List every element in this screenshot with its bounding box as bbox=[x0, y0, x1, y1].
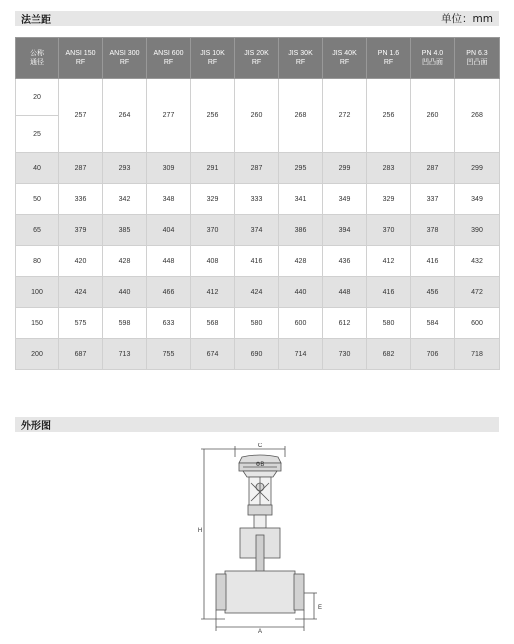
value-cell: 272 bbox=[323, 79, 367, 153]
value-cell: 378 bbox=[411, 215, 455, 246]
header-standard bbox=[147, 38, 191, 79]
value-cell: 333 bbox=[235, 184, 279, 215]
dn-cell: 25 bbox=[16, 116, 59, 153]
value-cell: 472 bbox=[455, 277, 500, 308]
dn-cell: 200 bbox=[16, 339, 59, 370]
header-line: RF bbox=[383, 59, 394, 66]
header-standard bbox=[323, 38, 367, 79]
value-cell: 329 bbox=[191, 184, 235, 215]
value-cell: 690 bbox=[235, 339, 279, 370]
header-line: 凹凸面 bbox=[422, 59, 443, 66]
value-cell: 390 bbox=[455, 215, 500, 246]
table-row bbox=[16, 339, 500, 370]
dn-cell: 40 bbox=[16, 153, 59, 184]
table-row bbox=[16, 153, 500, 184]
value-cell: 416 bbox=[367, 277, 411, 308]
value-cell: 287 bbox=[235, 153, 279, 184]
dimension-a-label: A bbox=[257, 629, 263, 635]
section-header-flange-distance bbox=[15, 11, 499, 26]
value-cell: 714 bbox=[279, 339, 323, 370]
value-cell: 268 bbox=[279, 79, 323, 153]
value-cell: 287 bbox=[411, 153, 455, 184]
value-cell: 600 bbox=[455, 308, 500, 339]
value-cell: 349 bbox=[455, 184, 500, 215]
header-line: JIS 10K bbox=[200, 50, 225, 57]
value-cell: 256 bbox=[191, 79, 235, 153]
header-line: 通径 bbox=[30, 59, 44, 66]
value-cell: 341 bbox=[279, 184, 323, 215]
header-standard bbox=[455, 38, 500, 79]
header-line: ANSI 300 bbox=[109, 50, 140, 57]
value-cell: 448 bbox=[147, 246, 191, 277]
value-cell: 336 bbox=[59, 184, 103, 215]
value-cell: 466 bbox=[147, 277, 191, 308]
value-cell: 420 bbox=[59, 246, 103, 277]
inlet-flange bbox=[216, 574, 226, 610]
value-cell: 287 bbox=[59, 153, 103, 184]
value-cell: 612 bbox=[323, 308, 367, 339]
header-line: JIS 40K bbox=[332, 50, 357, 57]
header-line: PN 6.3 bbox=[466, 50, 488, 57]
value-cell: 329 bbox=[367, 184, 411, 215]
value-cell: 385 bbox=[103, 215, 147, 246]
value-cell: 370 bbox=[367, 215, 411, 246]
value-cell: 598 bbox=[103, 308, 147, 339]
header-standard bbox=[103, 38, 147, 79]
table-body bbox=[16, 79, 500, 370]
value-cell: 682 bbox=[367, 339, 411, 370]
header-standard bbox=[411, 38, 455, 79]
dn-cell: 80 bbox=[16, 246, 59, 277]
value-cell: 424 bbox=[235, 277, 279, 308]
value-cell: 260 bbox=[411, 79, 455, 153]
value-cell: 436 bbox=[323, 246, 367, 277]
value-cell: 633 bbox=[147, 308, 191, 339]
value-cell: 299 bbox=[323, 153, 367, 184]
dimension-phi-b-label: ΦB bbox=[255, 462, 265, 468]
value-cell: 755 bbox=[147, 339, 191, 370]
header-standard bbox=[279, 38, 323, 79]
value-cell: 432 bbox=[455, 246, 500, 277]
value-cell: 568 bbox=[191, 308, 235, 339]
value-cell: 580 bbox=[367, 308, 411, 339]
table-row bbox=[16, 277, 500, 308]
value-cell: 337 bbox=[411, 184, 455, 215]
value-cell: 342 bbox=[103, 184, 147, 215]
header-line: PN 4.0 bbox=[421, 50, 444, 57]
dn-cell: 150 bbox=[16, 308, 59, 339]
value-cell: 379 bbox=[59, 215, 103, 246]
value-cell: 283 bbox=[367, 153, 411, 184]
value-cell: 424 bbox=[59, 277, 103, 308]
header-standard bbox=[59, 38, 103, 79]
dn-cell: 100 bbox=[16, 277, 59, 308]
dimension-h-label: H bbox=[197, 528, 203, 534]
value-cell: 713 bbox=[103, 339, 147, 370]
section-title: 外形图 bbox=[21, 421, 51, 432]
header-line: ANSI 600 bbox=[153, 50, 184, 57]
header-line: JIS 30K bbox=[288, 50, 313, 57]
table-row bbox=[16, 246, 500, 277]
value-cell: 404 bbox=[147, 215, 191, 246]
dimension-c-label: C bbox=[257, 443, 263, 449]
value-cell: 456 bbox=[411, 277, 455, 308]
table-row bbox=[16, 215, 500, 246]
value-cell: 295 bbox=[279, 153, 323, 184]
header-line: 公称 bbox=[30, 50, 44, 57]
value-cell: 428 bbox=[279, 246, 323, 277]
value-cell: 730 bbox=[323, 339, 367, 370]
bonnet-neck bbox=[254, 515, 266, 528]
value-cell: 718 bbox=[455, 339, 500, 370]
dn-cell: 65 bbox=[16, 215, 59, 246]
value-cell: 408 bbox=[191, 246, 235, 277]
value-cell: 584 bbox=[411, 308, 455, 339]
table-row bbox=[16, 79, 500, 116]
value-cell: 440 bbox=[279, 277, 323, 308]
outlet-flange bbox=[294, 574, 304, 610]
value-cell: 256 bbox=[367, 79, 411, 153]
value-cell: 349 bbox=[323, 184, 367, 215]
header-line: 凹凸面 bbox=[466, 59, 488, 66]
header-line: JIS 20K bbox=[244, 50, 269, 57]
unit-label: 单位：mm bbox=[441, 13, 493, 25]
value-cell: 600 bbox=[279, 308, 323, 339]
value-cell: 448 bbox=[323, 277, 367, 308]
value-cell: 580 bbox=[235, 308, 279, 339]
section-title: 法兰距 bbox=[21, 15, 51, 26]
header-line: ANSI 150 bbox=[65, 50, 96, 57]
value-cell: 575 bbox=[59, 308, 103, 339]
value-cell: 291 bbox=[191, 153, 235, 184]
value-cell: 374 bbox=[235, 215, 279, 246]
header-line: PN 1.6 bbox=[377, 50, 400, 57]
value-cell: 386 bbox=[279, 215, 323, 246]
table-header-row bbox=[16, 38, 500, 79]
actuator-lower-case bbox=[243, 471, 277, 477]
value-cell: 416 bbox=[411, 246, 455, 277]
value-cell: 706 bbox=[411, 339, 455, 370]
value-cell: 440 bbox=[103, 277, 147, 308]
header-line: RF bbox=[119, 59, 130, 66]
value-cell: 309 bbox=[147, 153, 191, 184]
value-cell: 268 bbox=[455, 79, 500, 153]
value-cell: 257 bbox=[59, 79, 103, 153]
header-standard bbox=[367, 38, 411, 79]
header-line: RF bbox=[163, 59, 174, 66]
value-cell: 674 bbox=[191, 339, 235, 370]
flange-distance-table bbox=[15, 37, 500, 370]
header-standard bbox=[191, 38, 235, 79]
header-nominal-diameter bbox=[16, 38, 59, 79]
value-cell: 394 bbox=[323, 215, 367, 246]
table-row bbox=[16, 184, 500, 215]
table-row bbox=[16, 308, 500, 339]
dimension-e-label: E bbox=[317, 605, 323, 611]
value-cell: 293 bbox=[103, 153, 147, 184]
value-cell: 687 bbox=[59, 339, 103, 370]
section-header-outline-drawing bbox=[15, 417, 499, 432]
header-line: RF bbox=[75, 59, 86, 66]
value-cell: 260 bbox=[235, 79, 279, 153]
dn-cell: 50 bbox=[16, 184, 59, 215]
value-cell: 299 bbox=[455, 153, 500, 184]
valve-body bbox=[225, 571, 295, 613]
value-cell: 428 bbox=[103, 246, 147, 277]
value-cell: 412 bbox=[367, 246, 411, 277]
header-line: RF bbox=[295, 59, 306, 66]
header-line: RF bbox=[339, 59, 350, 66]
value-cell: 412 bbox=[191, 277, 235, 308]
dn-cell: 20 bbox=[16, 79, 59, 116]
bonnet-flange bbox=[248, 505, 272, 515]
value-cell: 264 bbox=[103, 79, 147, 153]
value-cell: 348 bbox=[147, 184, 191, 215]
value-cell: 416 bbox=[235, 246, 279, 277]
header-line: RF bbox=[207, 59, 218, 66]
header-standard bbox=[235, 38, 279, 79]
header-line: RF bbox=[251, 59, 262, 66]
value-cell: 370 bbox=[191, 215, 235, 246]
value-cell: 277 bbox=[147, 79, 191, 153]
valve-outline-drawing bbox=[185, 443, 327, 635]
